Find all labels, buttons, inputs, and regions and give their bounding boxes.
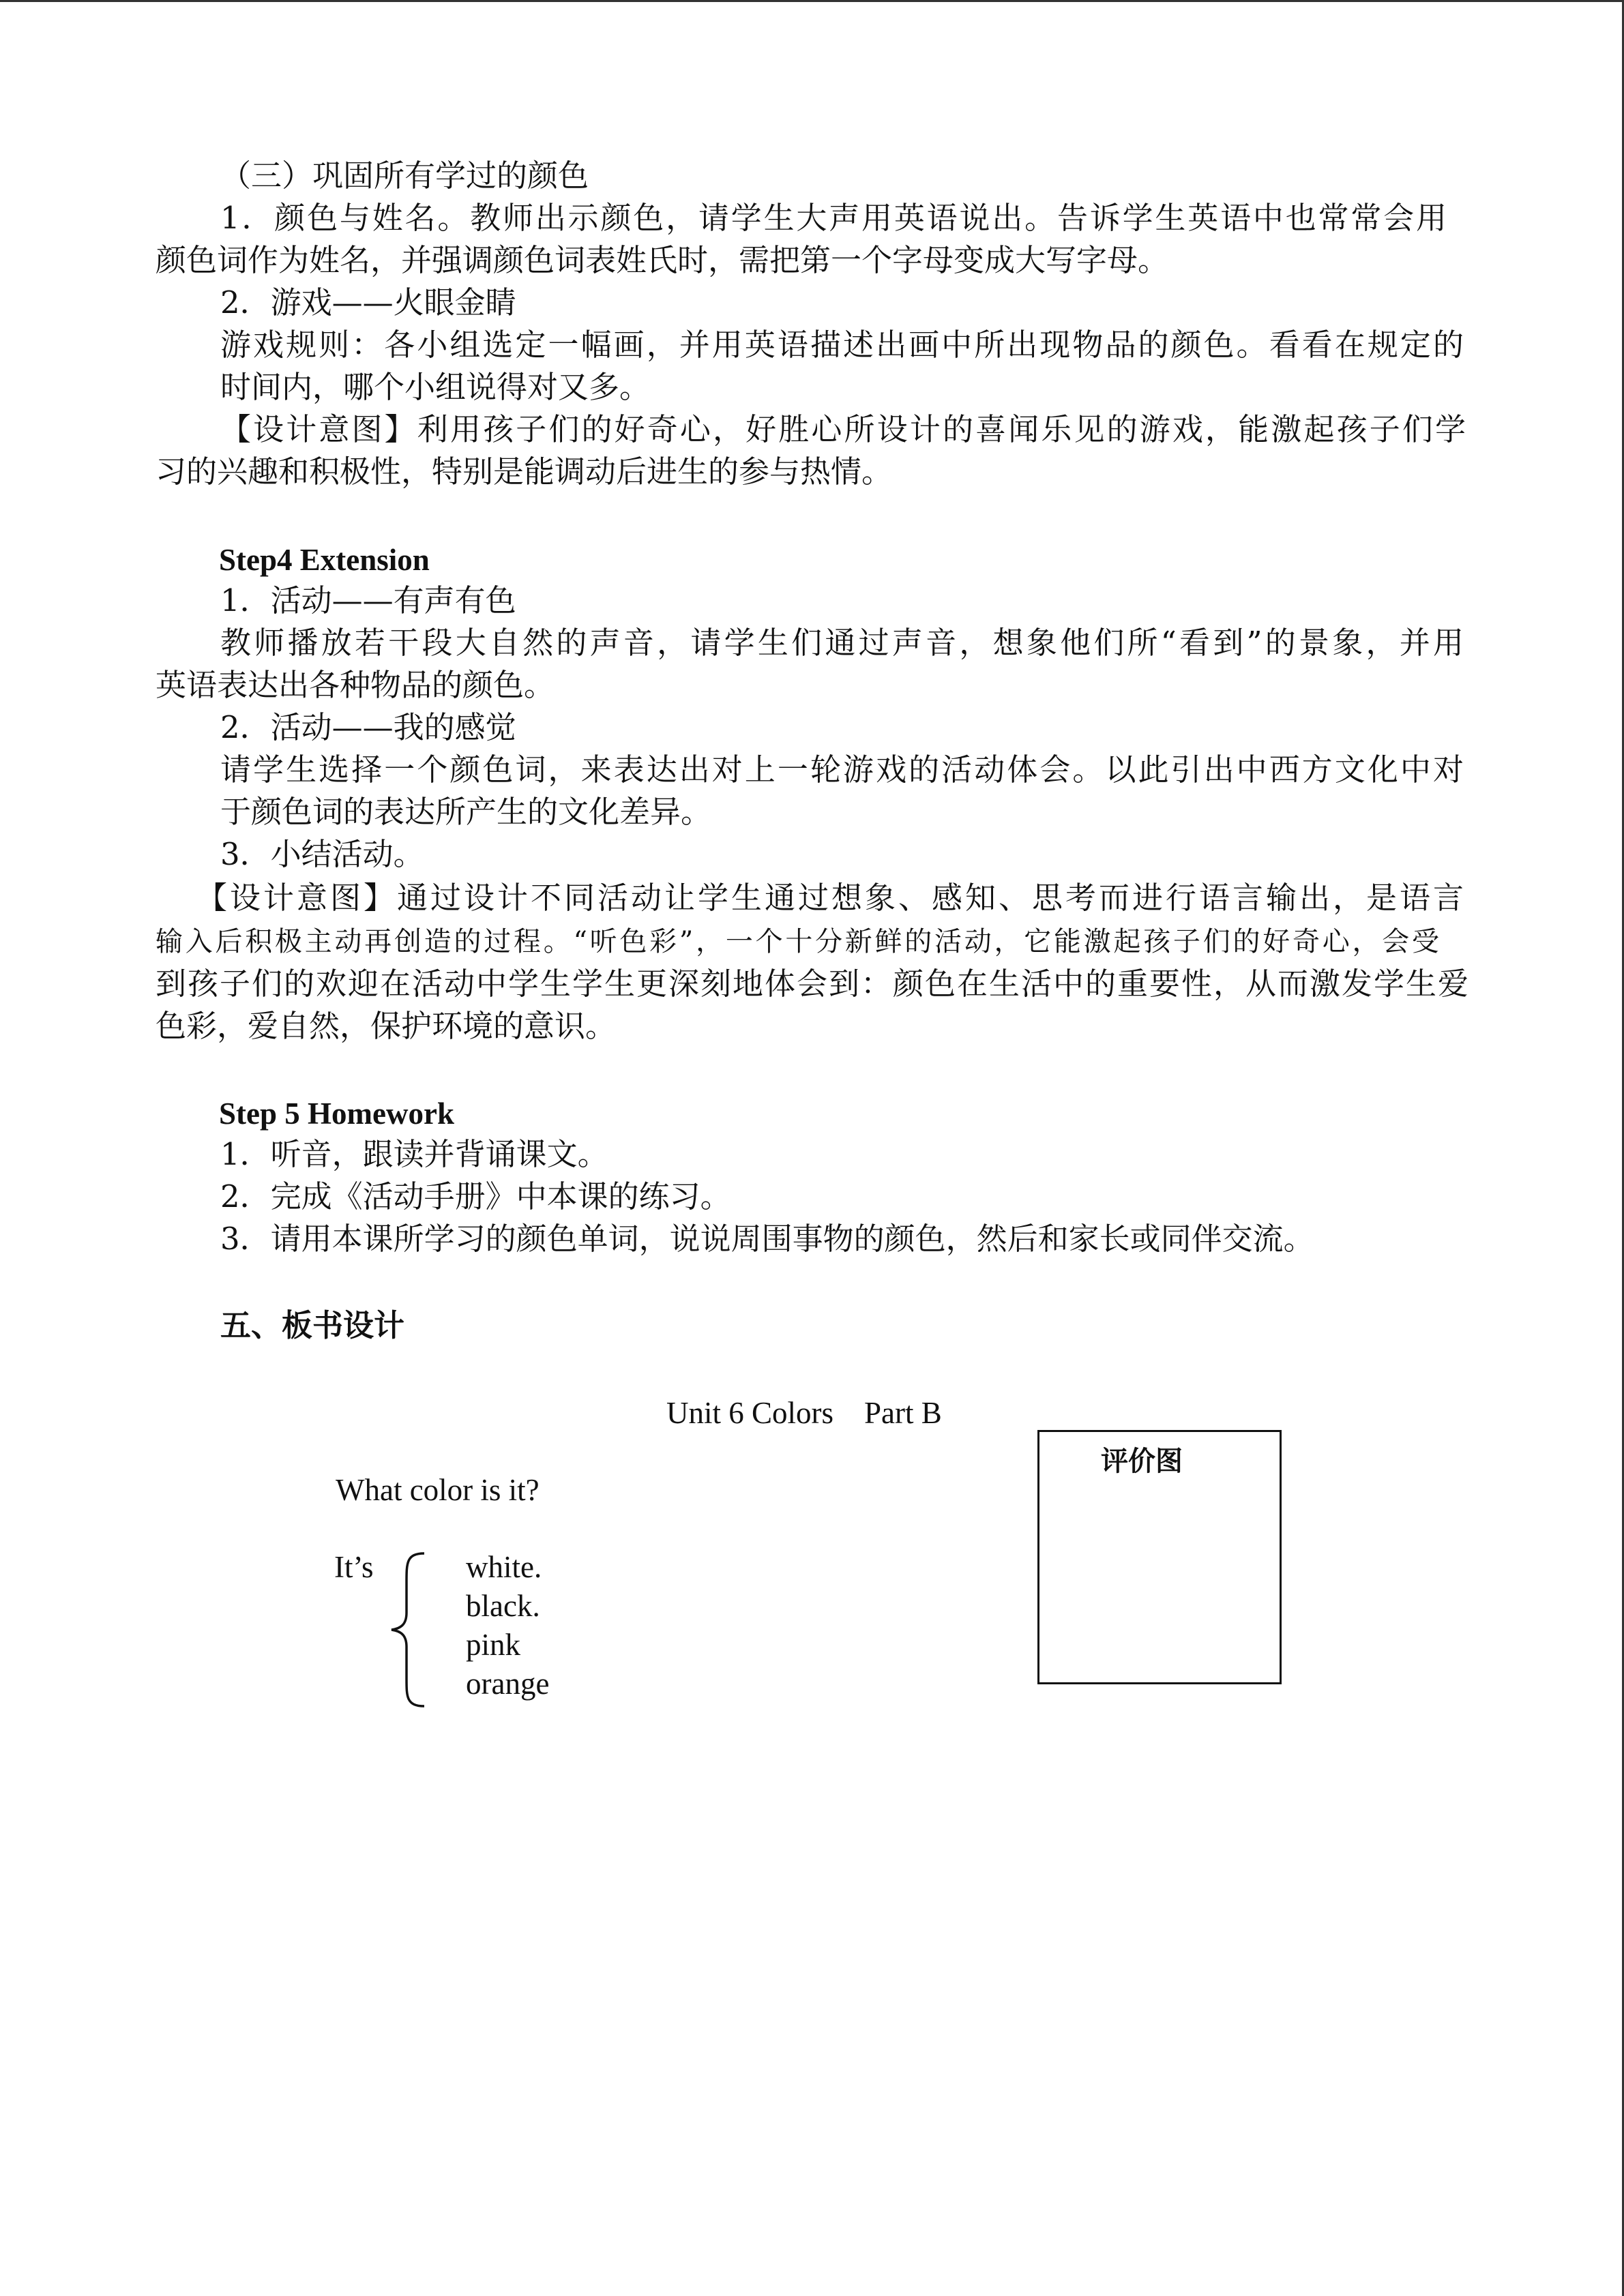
color-word-pink: pink <box>466 1628 521 1662</box>
board-question: What color is it? <box>336 1473 540 1507</box>
evaluation-chart-box <box>1037 1430 1282 1684</box>
list-item: 2．完成《活动手册》中本课的练习。 <box>220 1178 731 1214</box>
list-item: 2．活动——我的感觉 <box>220 709 516 745</box>
paragraph-line: 教师播放若干段大自然的声音，请学生们通过声音，想象他们所“看到”的景象，并用 <box>220 625 1464 661</box>
paragraph-line: 请学生选择一个颜色词，来表达出对上一轮游戏的活动体会。以此引出中西方文化中对 <box>220 751 1464 788</box>
paragraph-line: 1．颜色与姓名。教师出示颜色，请学生大声用英语说出。告诉学生英语中也常常会用 <box>220 200 1447 236</box>
curly-brace-icon <box>382 1548 437 1712</box>
board-design-heading: 五、板书设计 <box>220 1307 405 1343</box>
design-intent-line: 输入后积极主动再创造的过程。“听色彩”，一个十分新鲜的活动，它能激起孩子们的好奇心，会受 <box>156 926 1439 957</box>
paragraph-line: 英语表达出各种物品的颜色。 <box>156 667 555 703</box>
paragraph-line: 于颜色词的表达所产生的文化差异。 <box>220 794 712 830</box>
paragraph-line: 游戏规则：各小组选定一幅画，并用英语描述出画中所出现物品的颜色。看看在规定的 <box>220 327 1464 363</box>
list-item: 1．活动——有声有色 <box>220 582 516 618</box>
board-title: Unit 6 Colors Part B <box>666 1396 942 1430</box>
color-word-orange: orange <box>466 1667 550 1701</box>
design-intent-line: 到孩子们的欢迎在活动中学生学生更深刻地体会到：颜色在生活中的重要性，从而激发学生爱 <box>156 966 1468 1002</box>
paragraph-line: 颜色词作为姓名，并强调颜色词表姓氏时，需把第一个字母变成大写字母。 <box>156 242 1169 278</box>
list-item: 1．听音，跟读并背诵课文。 <box>220 1136 608 1172</box>
design-intent-line: 【设计意图】利用孩子们的好奇心，好胜心所设计的喜闻乐见的游戏，能激起孩子们学 <box>220 411 1466 447</box>
list-item: 2．游戏——火眼金睛 <box>220 284 516 320</box>
board-answer-prefix: It’s <box>334 1550 374 1584</box>
evaluation-chart-label: 评价图 <box>1101 1445 1183 1477</box>
color-word-white: white. <box>466 1550 542 1584</box>
design-intent-line: 色彩，爱自然，保护环境的意识。 <box>156 1008 617 1044</box>
color-word-black: black. <box>466 1589 540 1623</box>
page-border-top <box>0 0 1624 2</box>
paragraph-line: 时间内，哪个小组说得对又多。 <box>220 369 651 405</box>
design-intent-line: 【设计意图】通过设计不同活动让学生通过想象、感知、思考而进行语言输出，是语言 <box>196 880 1464 916</box>
design-intent-line: 习的兴趣和积极性，特别是能调动后进生的参与热情。 <box>156 453 893 490</box>
list-item: 3．请用本课所学习的颜色单词，说说周围事物的颜色，然后和家长或同伴交流。 <box>220 1221 1314 1257</box>
list-item: 3．小结活动。 <box>220 836 424 872</box>
step4-heading: Step4 Extension <box>219 543 430 577</box>
step5-heading: Step 5 Homework <box>219 1097 454 1131</box>
section-title: （三）巩固所有学过的颜色 <box>220 158 589 194</box>
